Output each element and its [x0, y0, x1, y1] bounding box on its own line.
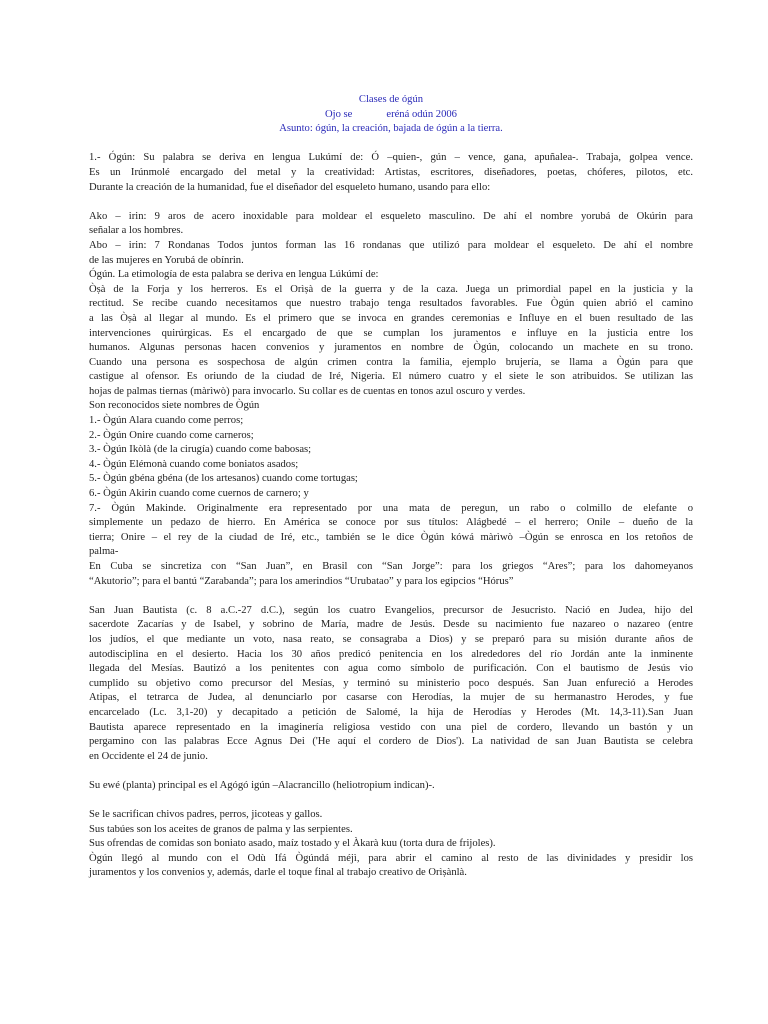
text-line: Cuando una persona es sospechosa de algún crimen contra la familia, ejemplo brujería, se llama a Ògún para que — [89, 356, 693, 368]
paragraph-san-juan — [89, 604, 693, 765]
text-line: Ògún llegó al mundo con el Odù Ifá Ògúndá méjì, para abrir el camino al resto de las divinidades y presidir los — [89, 852, 693, 864]
text-line: sacerdote Zacarías y de Isabel, y sobrino de María, madre de Jesús. Desde su nacimiento fue nazareo o nazareo (entre — [89, 619, 693, 631]
text-line: 3.- Ògún Ikòlà (de la cirugía) cuando come babosas; — [89, 444, 312, 456]
text-line: 2.- Ògún Onire cuando come carneros; — [89, 429, 254, 441]
text-line: autodisciplina en el desierto. Hacia los 30 años predicó penitencia en los alrededores del río Jordán ante la inminente — [89, 648, 693, 660]
text-line: humanos. Algunas personas hacen convenios y juramentos en nombre de Ògún, colocando un machete en su trono. — [89, 342, 693, 354]
text-line: Atipas, el tetrarca de Judea, al denunciarlo por casarse con Herodías, la mujer de su hermanastro Herodes, y fue — [89, 692, 693, 704]
subtitle-left: Ojo se — [325, 108, 353, 120]
paragraph-plant — [89, 779, 693, 794]
text-line: Ako – irin: 9 aros de acero inoxidable para moldear el esqueleto masculino. De ahí el nombre yorubá de Okúrin para — [89, 210, 693, 222]
text-line: Su ewé (planta) principal es el Agógó igún –Alacrancillo (heliotropium indican)-. — [89, 779, 435, 791]
text-line: rectitud. Se recibe cuando necesitamos que nuestro trabajo tenga resultados favorables. Fue Ògún quien abrió el camino — [89, 298, 693, 310]
text-line: Durante la creación de la humanidad, fue el diseñador del esqueleto humano, usando para ello: — [89, 181, 491, 193]
text-line: los judíos, el que mediante un voto, nasa reato, se consagraba a Dios) y se preparó para su misión durante años de — [89, 633, 693, 645]
text-line: juramentos y los convenios y, además, darle el toque final al trabajo creativo de Orìṣànlà. — [89, 867, 467, 879]
paragraph-offerings — [89, 808, 693, 881]
text-line: Es un Irúnmolé encargado del metal y la creatividad: Artistas, escritores, diseñadores, poetas, chóferes, pilotos, etc. — [89, 166, 693, 178]
document-header — [89, 93, 693, 137]
text-line: 1.- Ógún: Su palabra se deriva en lengua Lukúmí de: Ó –quien-, gún – vence, gana, apuñalea-. Trabaja, golpea vence. — [89, 152, 693, 164]
text-line: llegada del Mesías. Bautizó a los penitentes con agua como símbolo de purificación. Con el bautismo de Jesús vio — [89, 663, 693, 675]
document-subject: Asunto: ógún, la creación, bajada de ógún a la tierra. — [279, 123, 503, 135]
text-line: en Occidente el 24 de junio. — [89, 750, 208, 762]
text-line: Òṣà de la Forja y los herreros. Es el Orìṣà de la guerra y de la caza. Juega un primordial papel en la justicia y la — [89, 283, 693, 295]
document-subtitle — [89, 108, 693, 123]
text-line: simplemente un pedazo de hierro. En América se conoce por sus títulos: Alágbedé – el herrero; Onile – dueño de la — [89, 517, 693, 529]
text-line: San Juan Bautista (c. 8 a.C.-27 d.C.), según los cuatro Evangelios, precursor de Jesucristo. Nació en Judea, hijo del — [89, 604, 693, 616]
text-line: 6.- Ògún Akirin cuando come cuernos de carnero; y — [89, 488, 309, 500]
document-title: Clases de ógún — [358, 94, 424, 105]
text-line: Son reconocidos siete nombres de Ògún — [89, 400, 260, 412]
text-line: intervenciones quirúrgicas. Es el encargado de que se cumplan los juramentos e influye en la justicia entre los — [89, 327, 693, 339]
text-line: Sus ofrendas de comidas son boniato asado, maíz tostado y el Àkarà kuu (torta dura de frijoles). — [89, 838, 496, 850]
text-line: Se le sacrifican chivos padres, perros, jicoteas y gallos. — [89, 809, 323, 821]
document-page — [89, 93, 693, 881]
text-line: 7.- Ògún Makinde. Originalmente era representado por una mata de peregun, un rabo o colmillo de elefante o — [89, 502, 693, 514]
text-line: “Akutorio”; para el bantú “Zarabanda”; para los amerindios “Urubatao” y para los egipcios “Hórus” — [89, 575, 514, 587]
text-line: hojas de palmas tiernas (màrìwò) para invocarlo. Su collar es de cuentas en tonos azul oscuro y verdes. — [89, 385, 526, 397]
text-line: pergamino con las palabras Ecce Agnus Dei ('He aquí el cordero de Dios'). La natividad de san Juan Bautista se celebra — [89, 736, 693, 748]
text-line: Sus tabúes son los aceites de granos de palma y las serpientes. — [89, 823, 353, 835]
text-line: de las mujeres en Yorubá de obínrin. — [89, 254, 244, 266]
text-line: 5.- Ògún gbéna gbéna (de los artesanos) cuando come tortugas; — [89, 473, 358, 485]
text-line: tierra; Onire – el rey de la ciudad de Iré, etc., también se le dice Ògún kówá màrìwò –Ògún se enrosca en los retoños de — [89, 531, 693, 543]
text-line: 1.- Ògún Alara cuando come perros; — [89, 415, 244, 427]
text-line: Ógún. La etimología de esta palabra se deriva en lengua Lúkúmí de: — [89, 269, 379, 281]
text-line: 4.- Ògún Elémonà cuando come boniatos asados; — [89, 458, 299, 470]
text-line: cumplido su objetivo como precursor del Mesías, y terminó su ministerio poco después. San Juan enfureció a Herodes — [89, 677, 693, 689]
text-line: señalar a los hombres. — [89, 225, 184, 237]
text-line: palma- — [89, 546, 119, 558]
subtitle-right: eréná odún 2006 — [386, 108, 457, 120]
text-line: Abo – irin: 7 Rondanas Todos juntos forman las 16 rondanas que utilizó para moldear el esqueleto. De ahí el nombre — [89, 239, 693, 251]
text-line: castigue al ofensor. Es oriundo de la ciudad de Iré, Nigeria. El número cuatro y el siete le son atribuidos. Se utilizan las — [89, 371, 693, 383]
text-line: En Cuba se sincretiza con “San Juan”, en Brasil con “San Jorge”: para los griegos “Ares”; para los dahomeyanos — [89, 561, 693, 572]
text-line: a las Òṣà al llegar al mundo. Es el primero que se invoca en grandes ceremonias e Influye en el buen resultado de las — [89, 312, 693, 324]
text-line: Bautista aparece representado en la imaginería religiosa vestido con una piel de cordero, llevando un bastón y un — [89, 721, 693, 733]
paragraph-creation — [89, 210, 693, 589]
paragraph-intro — [89, 151, 693, 195]
text-line: encarcelado (Lc. 3,1-20) y decapitado a petición de Salomé, la hija de Herodías y Herodes (Mt. 14,3-11).San Juan — [89, 706, 693, 718]
